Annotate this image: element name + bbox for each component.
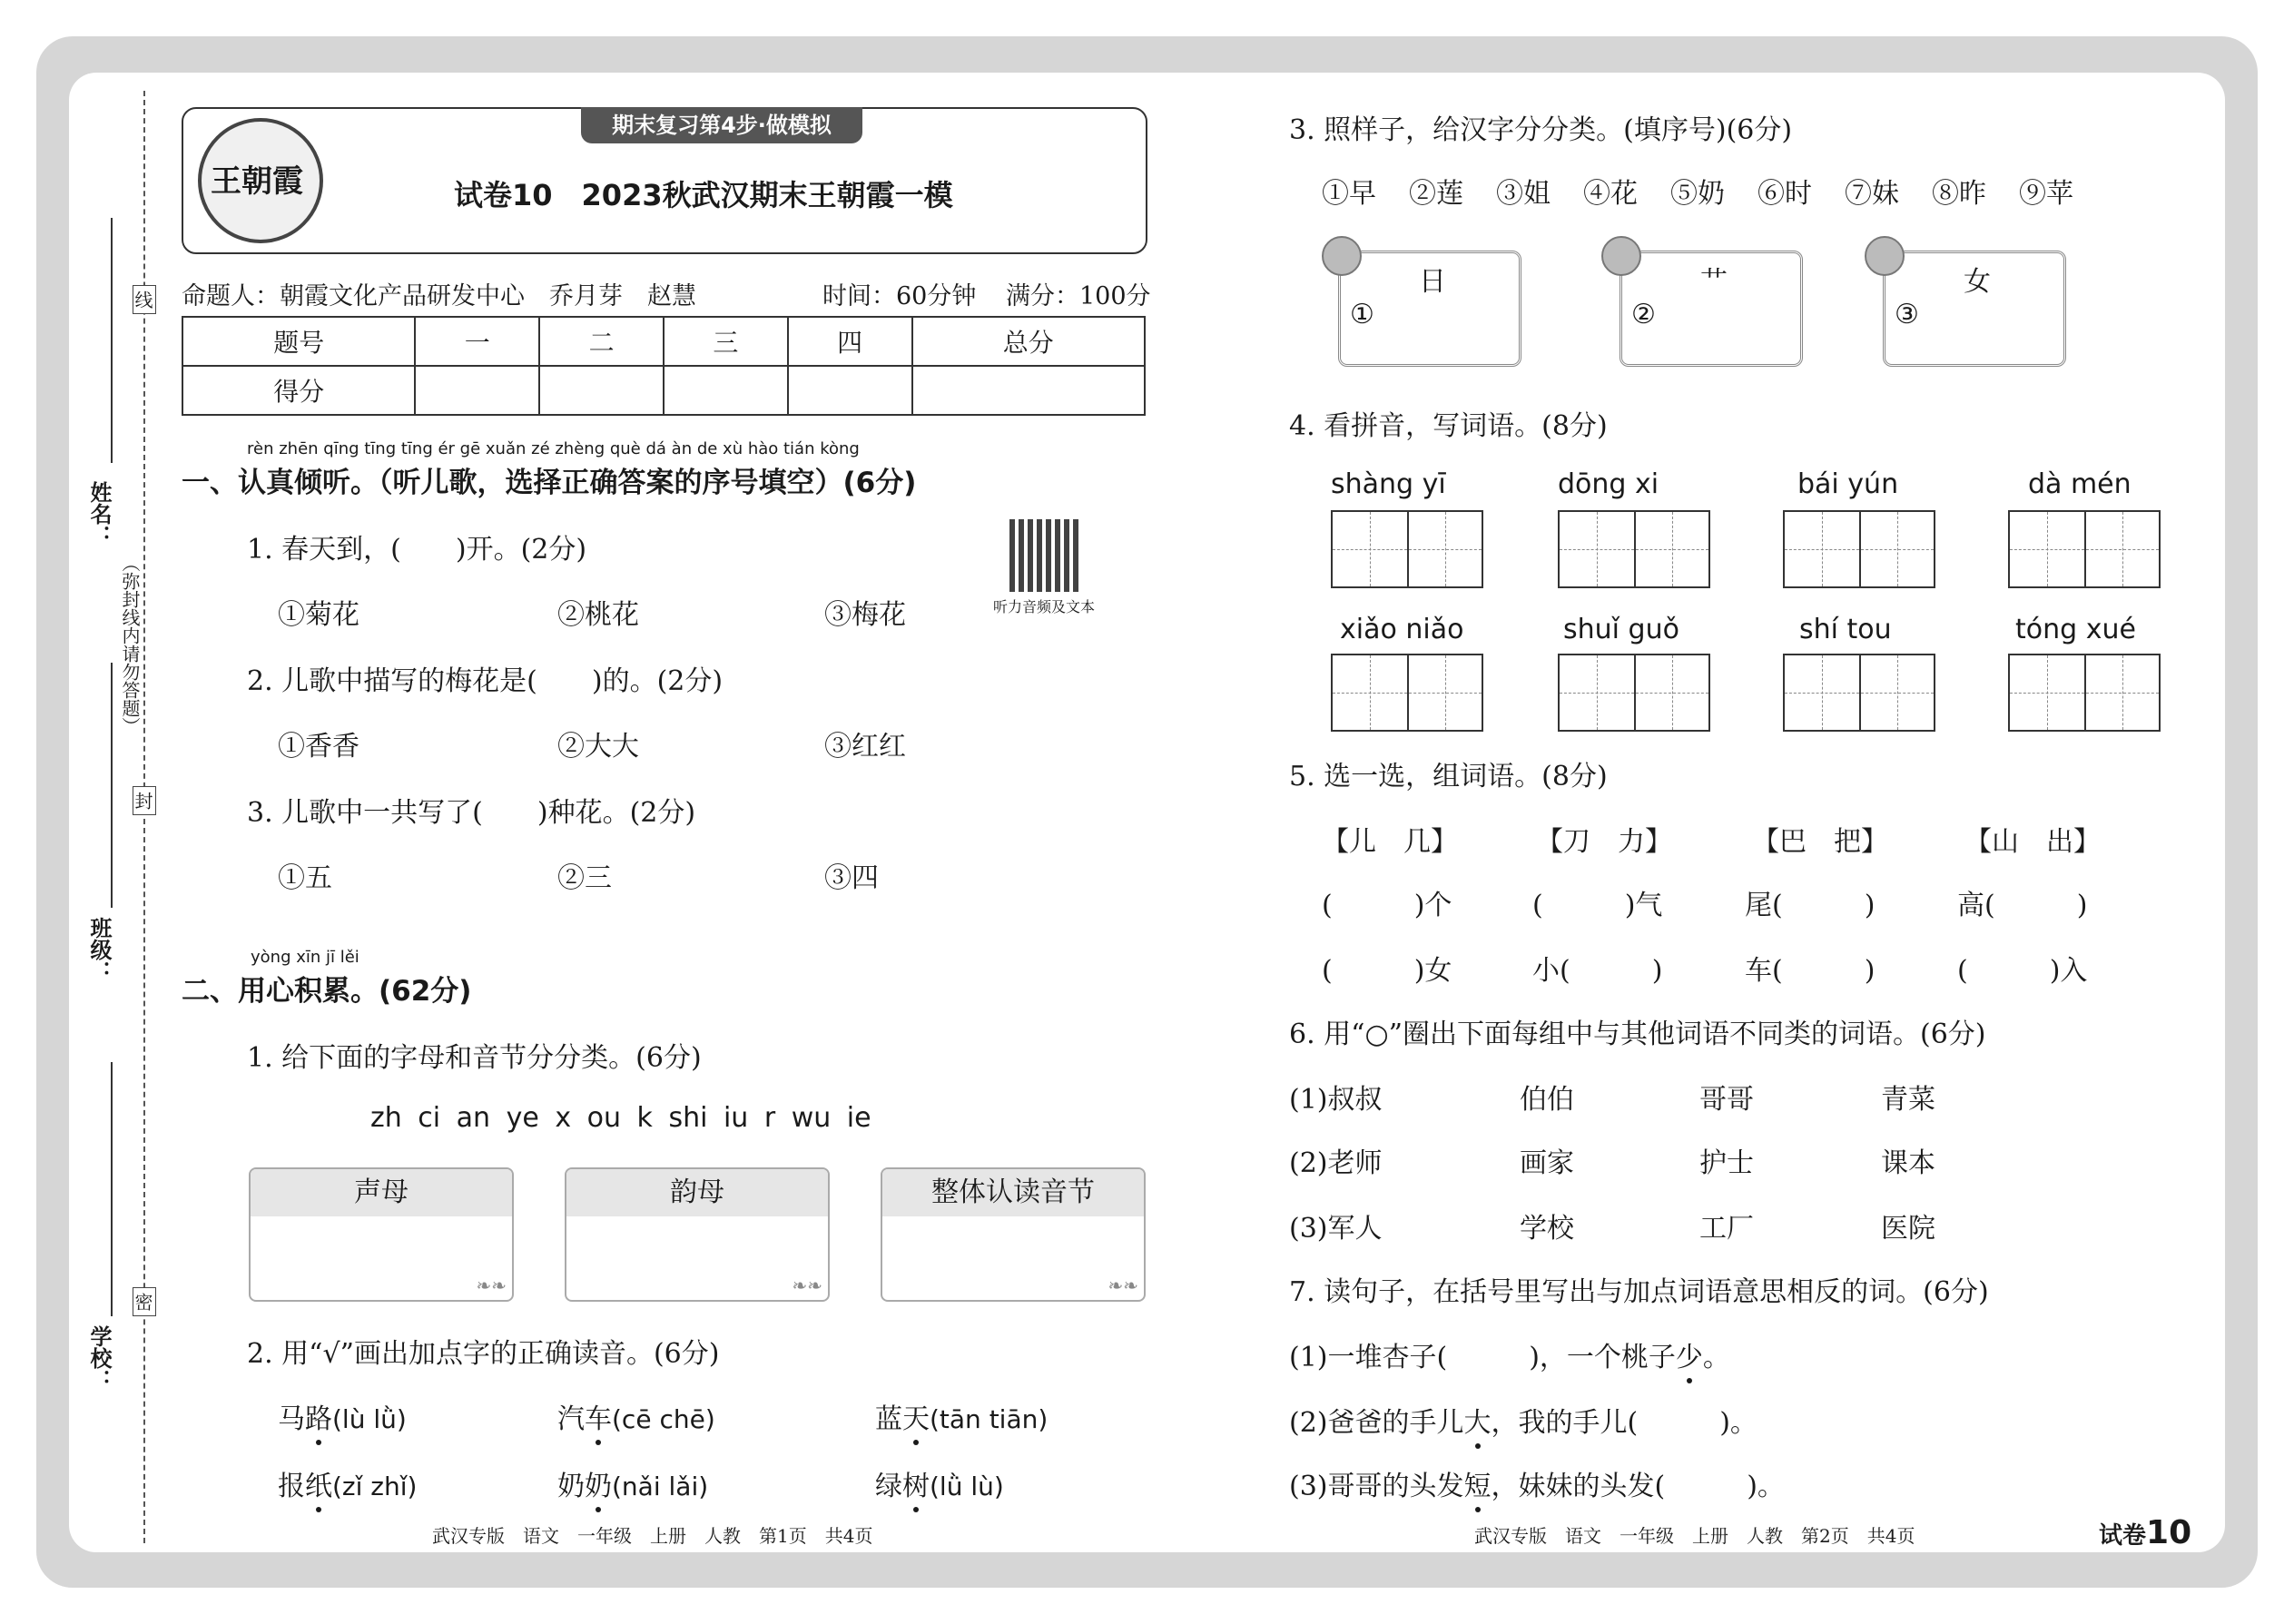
sentence-text: ，我的手儿( )。 — [1491, 1407, 1757, 1439]
reading-char: 汽 — [557, 1403, 585, 1435]
girl-mascot-icon — [1601, 236, 1641, 276]
classify-box-whole-syllables[interactable] — [881, 1167, 1146, 1302]
dotted-char: 纸 — [305, 1463, 332, 1503]
score-row-label: 得分 — [182, 366, 415, 415]
classify-box-title: 韵母 — [566, 1169, 828, 1216]
score-header-cell: 四 — [788, 317, 912, 366]
sort-char: ⑤奶 — [1670, 178, 1725, 210]
q5-blank[interactable]: 尾( ) — [1745, 890, 1876, 921]
sentence-text: (3)哥哥的头发 — [1289, 1471, 1464, 1502]
sort-box-grass[interactable] — [1620, 251, 1803, 367]
tian-grid[interactable] — [2008, 510, 2161, 588]
score-input-cell[interactable] — [415, 366, 539, 415]
binding-tag-dense: 密 — [133, 1287, 156, 1316]
q5-blank[interactable]: 小( ) — [1532, 955, 1663, 987]
q4-pinyin: dà mén — [2028, 468, 2132, 500]
class-field-line[interactable] — [111, 663, 113, 908]
q5-blank[interactable]: ( )女 — [1322, 955, 1452, 987]
q5-group: 【儿 几】 — [1322, 826, 1458, 858]
dotted-word: 大 — [1464, 1400, 1492, 1440]
brand-logo-text: 王朝霞 — [211, 163, 303, 200]
q5-blank[interactable]: ( )气 — [1532, 890, 1663, 921]
q6-word[interactable]: 课本 — [1881, 1147, 1935, 1179]
header-tab: 期末复习第4步·做模拟 — [581, 107, 862, 143]
footer-right: 武汉专版 语文 一年级 上册 人教 第2页 共4页 — [1474, 1525, 1915, 1547]
q5-group: 【巴 把】 — [1752, 826, 1888, 858]
classify-box-title: 整体认读音节 — [882, 1169, 1144, 1216]
s1-q3: 3. 儿歌中一共写了( )种花。(2分) — [247, 797, 696, 829]
sort-char: ⑨苹 — [2019, 178, 2073, 210]
classify-box-title: 声母 — [251, 1169, 512, 1216]
sort-char: ②莲 — [1409, 178, 1463, 210]
q6-word[interactable]: 伯伯 — [1520, 1084, 1574, 1116]
sort-box-ri[interactable] — [1338, 251, 1521, 367]
sort-box-head: 艹 — [1700, 266, 1728, 298]
sort-box-nv[interactable] — [1883, 251, 2066, 367]
dotted-char: 天 — [902, 1396, 930, 1436]
s2-q2: 2. 用“√”画出加点字的正确读音。(6分) — [247, 1338, 720, 1370]
score-header-cell: 二 — [539, 317, 664, 366]
reading-char: 报 — [278, 1471, 305, 1502]
r-q4: 4. 看拼音，写词语。(8分) — [1289, 410, 1608, 442]
q6-word[interactable]: (2)老师 — [1289, 1147, 1383, 1179]
sort-box-head: 日 — [1419, 266, 1446, 298]
q6-word[interactable]: 画家 — [1520, 1147, 1574, 1179]
s1-q1-opt[interactable]: ①菊花 — [278, 599, 359, 631]
dotted-word: 短 — [1464, 1463, 1492, 1503]
name-label: 姓名： — [86, 481, 112, 546]
q6-word[interactable]: (3)军人 — [1289, 1213, 1383, 1245]
q4-pinyin: tóng xué — [2015, 614, 2136, 645]
s2-q1: 1. 给下面的字母和音节分分类。(6分) — [247, 1042, 702, 1074]
sentence-text: ，妹妹的头发( )。 — [1491, 1471, 1785, 1502]
tian-grid[interactable] — [1783, 654, 1935, 732]
full-score: 满分：100分 — [1006, 282, 1151, 310]
girl-mascot-icon — [1322, 236, 1362, 276]
q6-word[interactable]: 护士 — [1699, 1147, 1754, 1179]
q5-blank[interactable]: ( )入 — [1957, 955, 2088, 987]
leaf-icon: ❧❧ — [1108, 1275, 1138, 1296]
class-label: 班级： — [86, 917, 112, 982]
sentence-text: (1)一堆杏子( )，一个桃子 — [1289, 1342, 1676, 1373]
reading-char: 绿 — [875, 1471, 902, 1502]
score-header-cell: 一 — [415, 317, 539, 366]
reading-item[interactable] — [278, 1463, 417, 1503]
binding-note: （弥封线内请勿答题） — [119, 554, 141, 735]
q5-blank[interactable]: ( )个 — [1322, 890, 1452, 921]
score-input-cell[interactable] — [539, 366, 664, 415]
s1-q2-opt[interactable]: ③红红 — [824, 731, 906, 763]
exam-time: 时间：60分钟 — [822, 282, 977, 310]
q4-pinyin: shuǐ guǒ — [1563, 614, 1679, 645]
s1-q2-opt[interactable]: ①香香 — [278, 731, 359, 763]
tian-grid[interactable] — [1331, 510, 1483, 588]
score-table — [182, 316, 1146, 416]
paper-badge-prefix: 试卷 — [2099, 1522, 2147, 1550]
sort-char: ④花 — [1583, 178, 1638, 210]
q4-pinyin: shàng yī — [1331, 468, 1446, 500]
binding-tag-seal: 封 — [133, 786, 156, 815]
authors: 命题人：朝霞文化产品研发中心 乔月芽 赵慧 — [182, 282, 696, 310]
score-header-cell: 总分 — [912, 317, 1145, 366]
qr-caption: 听力音频及文本 — [993, 598, 1096, 615]
leaf-icon: ❧❧ — [476, 1275, 507, 1296]
name-field-line[interactable] — [111, 218, 113, 463]
reading-char: 奶 — [557, 1471, 585, 1502]
sentence-text: 。 — [1702, 1342, 1730, 1373]
reading-item[interactable] — [875, 1396, 1048, 1436]
reading-pinyin[interactable]: (cē chē) — [612, 1404, 715, 1434]
reading-pinyin[interactable]: (zǐ zhǐ) — [332, 1471, 418, 1501]
s1-q3-opt[interactable]: ③四 — [824, 862, 879, 894]
reading-item[interactable] — [875, 1463, 1004, 1503]
tian-grid[interactable] — [1331, 654, 1483, 732]
reading-char: 马 — [278, 1403, 305, 1435]
paper-badge-number: 10 — [2146, 1514, 2192, 1551]
s1-q3-opt[interactable]: ①五 — [278, 862, 332, 894]
r-q3: 3. 照样子，给汉字分分类。(填序号)(6分) — [1289, 114, 1793, 146]
q6-word[interactable]: (1)叔叔 — [1289, 1084, 1383, 1116]
q6-word[interactable]: 哥哥 — [1699, 1084, 1754, 1116]
q5-blank[interactable]: 高( ) — [1957, 890, 2088, 921]
q7-sentence-3[interactable] — [1289, 1463, 1785, 1503]
dotted-char: 树 — [902, 1463, 930, 1503]
q4-pinyin: bái yún — [1797, 468, 1899, 500]
s1-q2: 2. 儿歌中描写的梅花是( )的。(2分) — [247, 665, 724, 697]
q6-word[interactable]: 青菜 — [1881, 1084, 1935, 1116]
section2-title: 二、用心积累。(62分) — [182, 975, 472, 1008]
q6-word[interactable]: 医院 — [1881, 1213, 1935, 1245]
q5-blank[interactable]: 车( ) — [1745, 955, 1876, 987]
score-header-cell: 三 — [664, 317, 788, 366]
section1-title: 一、认真倾听。（听儿歌，选择正确答案的序号填空）(6分) — [182, 467, 917, 499]
score-input-cell[interactable] — [912, 366, 1145, 415]
s1-q3-opt[interactable]: ②三 — [557, 862, 612, 894]
r-q6: 6. 用“○”圈出下面每组中与其他词语不同类的词语。(6分) — [1289, 1019, 1986, 1050]
paper-badge — [2099, 1514, 2191, 1551]
sort-char: ⑦妹 — [1845, 178, 1899, 210]
sort-char: ①早 — [1322, 178, 1376, 210]
tian-grid[interactable] — [1783, 510, 1935, 588]
section1-pinyin: rèn zhēn qīng tīng tīng ér gē xuǎn zé zhèng què dá àn de xù hào tián kòng — [247, 439, 860, 458]
dotted-char: 车 — [585, 1396, 612, 1436]
sort-box-num: ③ — [1895, 299, 1919, 330]
q5-group: 【刀 力】 — [1536, 826, 1672, 858]
sort-char: ⑥时 — [1757, 178, 1812, 210]
q4-pinyin: shí tou — [1799, 614, 1892, 645]
classify-box-finals[interactable] — [565, 1167, 830, 1302]
score-input-cell[interactable] — [788, 366, 912, 415]
sentence-text: (2)爸爸的手儿 — [1289, 1407, 1464, 1439]
reading-pinyin[interactable]: (lǜ lù) — [930, 1471, 1004, 1501]
reading-pinyin[interactable]: (tān tiān) — [930, 1404, 1049, 1434]
sort-box-head: 女 — [1964, 266, 1991, 298]
tian-grid[interactable] — [1558, 510, 1710, 588]
school-label: 学校： — [86, 1325, 112, 1391]
girl-mascot-icon — [1865, 236, 1905, 276]
reading-char: 蓝 — [875, 1403, 902, 1435]
q5-group: 【山 出】 — [1964, 826, 2101, 858]
q4-pinyin: dōng xi — [1558, 468, 1659, 500]
s1-q1: 1. 春天到，( )开。(2分) — [247, 534, 587, 566]
s1-q1-opt[interactable]: ②桃花 — [557, 599, 639, 631]
letters-list: zh ci an ye x ou k shi iu r wu ie — [370, 1102, 871, 1134]
score-input-cell[interactable] — [664, 366, 788, 415]
dotted-char: 路 — [305, 1396, 332, 1436]
q7-sentence-1[interactable] — [1289, 1334, 1730, 1374]
r-q7: 7. 读句子，在括号里写出与加点词语意思相反的词。(6分) — [1289, 1276, 1989, 1308]
sort-char: ⑧昨 — [1932, 178, 1986, 210]
reading-item[interactable] — [557, 1396, 715, 1436]
dotted-word: 少 — [1676, 1334, 1703, 1374]
q4-pinyin: xiǎo niǎo — [1340, 614, 1464, 645]
reading-pinyin[interactable]: (nǎi lǎi) — [612, 1471, 709, 1501]
sort-box-num: ② — [1631, 299, 1656, 330]
q6-word[interactable]: 学校 — [1520, 1213, 1574, 1245]
reading-item[interactable] — [557, 1463, 708, 1503]
s1-q1-opt[interactable]: ③梅花 — [824, 599, 906, 631]
qr-code[interactable] — [1009, 519, 1082, 592]
q6-word[interactable]: 工厂 — [1699, 1213, 1754, 1245]
binding-tag-line: 线 — [133, 285, 156, 314]
sort-box-num: ① — [1350, 299, 1374, 330]
classify-box-initials[interactable] — [249, 1167, 514, 1302]
sort-char: ③姐 — [1496, 178, 1551, 210]
leaf-icon: ❧❧ — [792, 1275, 822, 1296]
r-q5: 5. 选一选，组词语。(8分) — [1289, 761, 1608, 792]
s1-q2-opt[interactable]: ②大大 — [557, 731, 639, 763]
dotted-char: 奶 — [585, 1463, 612, 1503]
tian-grid[interactable] — [2008, 654, 2161, 732]
q7-sentence-2[interactable] — [1289, 1400, 1757, 1440]
paper-title: 试卷10 2023秋武汉期末王朝霞一模 — [454, 178, 953, 212]
reading-item[interactable] — [278, 1396, 407, 1436]
score-header-cell: 题号 — [182, 317, 415, 366]
tian-grid[interactable] — [1558, 654, 1710, 732]
section2-pinyin: yòng xīn jī lěi — [251, 948, 359, 967]
footer-left: 武汉专版 语文 一年级 上册 人教 第1页 共4页 — [432, 1525, 873, 1547]
reading-pinyin[interactable]: (lù lǜ) — [332, 1404, 407, 1434]
school-field-line[interactable] — [111, 1062, 113, 1316]
